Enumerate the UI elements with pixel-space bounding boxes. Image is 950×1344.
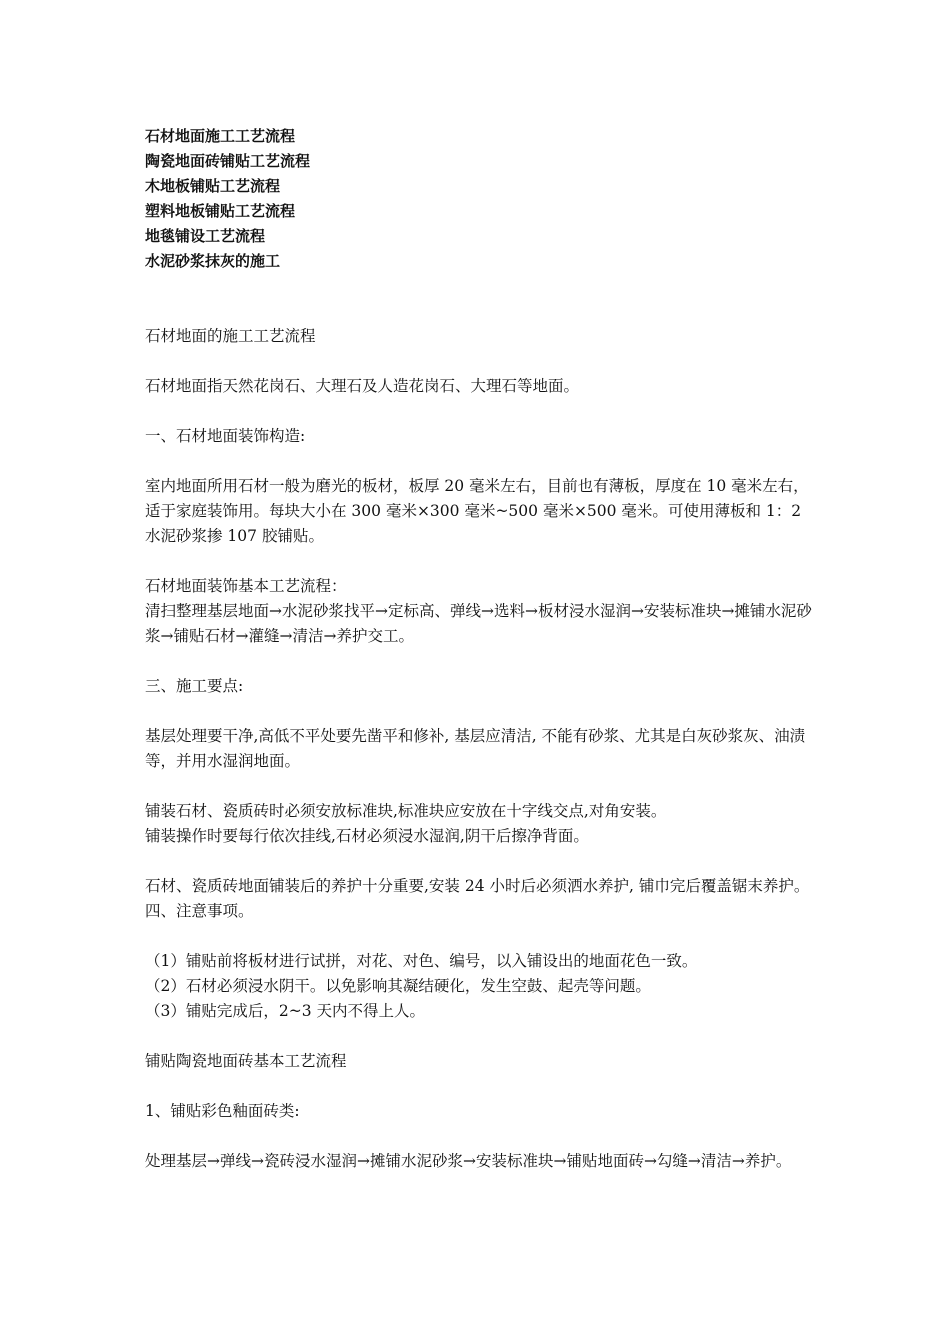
toc-item[interactable]: 塑料地板铺贴工艺流程	[145, 202, 296, 220]
notes-list-item: （2）石材必须浸水阴干。以免影响其凝结硬化，发生空鼓、起壳等问题。	[145, 977, 651, 995]
intro-paragraph: 石材地面指天然花岗石、大理石及人造花岗石、大理石等地面。	[145, 377, 580, 395]
section-heading-key-points: 三、施工要点:	[145, 677, 244, 695]
toc-item[interactable]: 陶瓷地面砖铺贴工艺流程	[145, 152, 311, 170]
key-points-paragraph: 铺装操作时要每行依次挂线,石材必须浸水湿润,阴干后擦净背面。	[145, 827, 589, 845]
section-heading-notes: 四、注意事项。	[145, 902, 254, 920]
document-page	[145, 124, 815, 1174]
toc-item[interactable]: 地毯铺设工艺流程	[145, 227, 266, 245]
toc-item[interactable]: 木地板铺贴工艺流程	[145, 177, 281, 195]
section-title-ceramic-tile: 铺贴陶瓷地面砖基本工艺流程	[145, 1052, 347, 1070]
construction-paragraph: 室内地面所用石材一般为磨光的板材，板厚 20 毫米左右，目前也有薄板，厚度在 10 毫米左右，适于家庭装饰用。每块大小在 300 毫米×300 毫米~500 毫米×500 毫米。可使用薄板和 1：2 水泥砂浆掺 107 胶铺贴。	[145, 477, 809, 545]
toc-item[interactable]: 水泥砂浆抹灰的施工	[145, 252, 281, 270]
key-points-paragraph: 基层处理要干净,高低不平处要先凿平和修补, 基层应清洁, 不能有砂浆、尤其是白灰砂浆灰、油渍等，并用水湿润地面。	[145, 727, 806, 770]
tile-flow-paragraph: 处理基层→弹线→瓷砖浸水湿润→摊铺水泥砂浆→安装标准块→铺贴地面砖→勾缝→清洁→养护。	[145, 1152, 792, 1170]
flow-heading: 石材地面装饰基本工艺流程：	[145, 577, 347, 595]
subsection-heading-glazed-tile: 1、铺贴彩色釉面砖类:	[145, 1102, 300, 1120]
notes-list-item: （1）铺贴前将板材进行试拼，对花、对色、编号，以入铺设出的地面花色一致。	[145, 952, 698, 970]
notes-list-item: （3）铺贴完成后，2~3 天内不得上人。	[145, 1002, 426, 1020]
section-title-stone-floor: 石材地面的施工工艺流程	[145, 327, 316, 345]
table-of-contents	[145, 124, 815, 274]
flow-paragraph: 清扫整理基层地面→水泥砂浆找平→定标高、弹线→选料→板材浸水湿润→安装标准块→摊铺水泥砂浆→铺贴石材→灌缝→清洁→养护交工。	[145, 602, 812, 645]
section-heading-construction: 一、石材地面装饰构造:	[145, 427, 306, 445]
toc-item[interactable]: 石材地面施工工艺流程	[145, 127, 296, 145]
key-points-paragraph: 铺装石材、瓷质砖时必须安放标准块,标准块应安放在十字线交点,对角安装。	[145, 802, 667, 820]
key-points-paragraph: 石材、瓷质砖地面铺装后的养护十分重要,安装 24 小时后必须洒水养护, 铺巾完后覆盖锯末养护。	[145, 877, 810, 895]
